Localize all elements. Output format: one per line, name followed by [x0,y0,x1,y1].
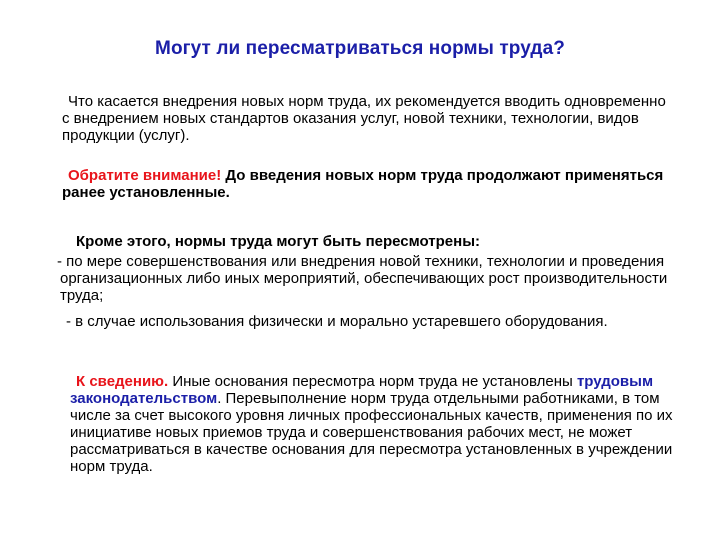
list-item-equipment-text: - в случае использования физически и морально устаревшего оборудования. [66,313,608,330]
paragraph-note [70,373,675,475]
attention-label: Обратите внимание! [68,167,222,184]
slide-title: Могут ли пересматриваться нормы труда? [155,38,565,59]
note-text-1: Иные основания пересмотра норм труда не установлены [168,373,577,390]
note-label: К сведению. [76,373,169,390]
note-text-2: . Перевыполнение норм труда отдельными работниками, в том числе за счет высокого уровня личных профессиональных качеств, применения по их инициативе новых приемов труда и совершенствования рабочих мест, не может рассматриваться в качестве основания для пересмотра установленных в учреждении норм труда. [70,390,673,475]
labor-law-link[interactable]: трудовым законодательством [70,373,654,407]
revision-heading-text: Кроме этого, нормы труда могут быть пересмотрены: [76,233,481,250]
paragraph-attention [62,167,674,201]
list-item-technology-text: - по мере совершенствования или внедрения новой техники, технологии и проведения организационных либо иных мероприятий, обеспечивающих рост производительности труда; [57,253,668,304]
paragraph-implementation [62,93,674,144]
list-item-equipment [62,313,674,330]
attention-text: До введения новых норм труда продолжают применяться ранее установленные. [62,167,664,201]
list-item-technology [57,253,678,304]
paragraph-revision-heading [62,233,674,250]
paragraph-implementation-text: Что касается внедрения новых норм труда, их рекомендуется вводить одновременно с внедрением новых стандартов оказания услуг, новой техники, технологии, видов продукции (услуг). [62,93,666,144]
